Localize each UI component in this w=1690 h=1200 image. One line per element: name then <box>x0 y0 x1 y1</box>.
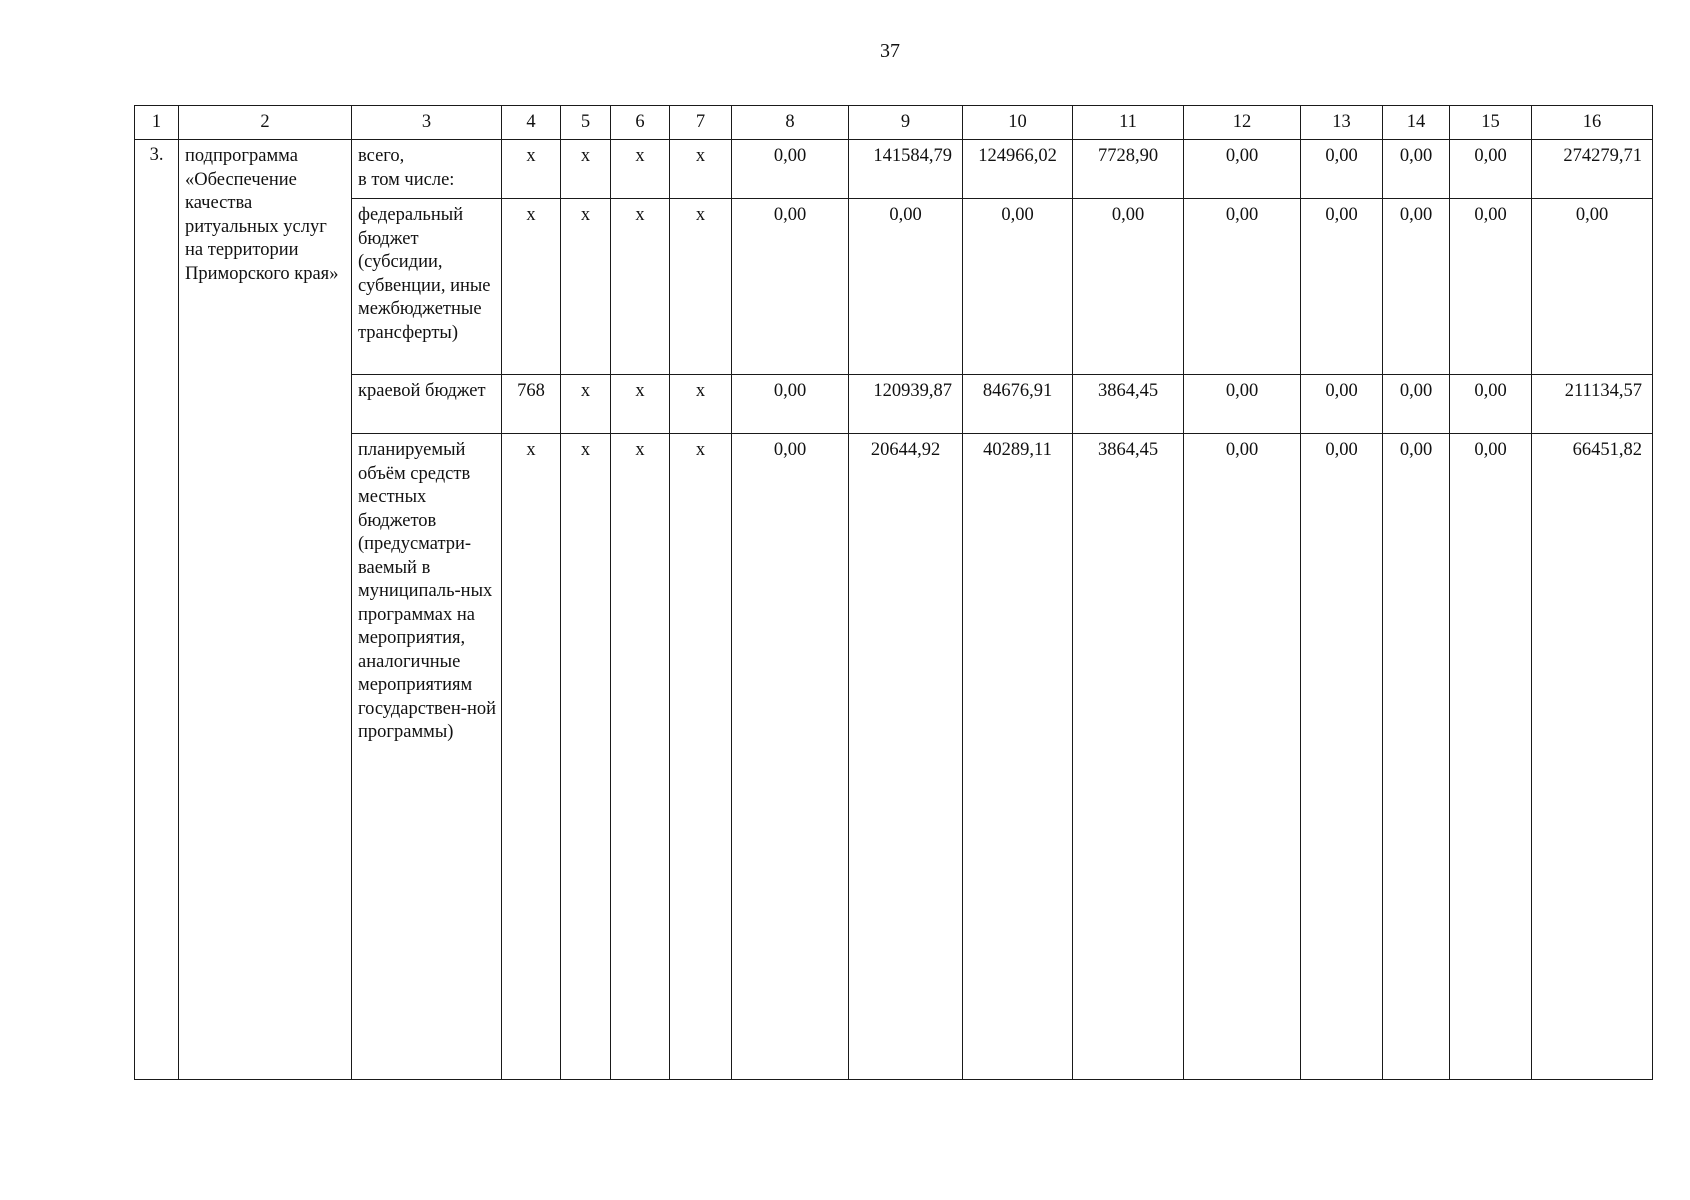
table-cell: х <box>611 199 670 375</box>
column-header: 12 <box>1184 106 1301 140</box>
column-header: 1 <box>135 106 179 140</box>
table-cell: х <box>502 199 561 375</box>
column-number-row <box>135 106 1653 140</box>
table-cell: 120939,87 <box>849 375 963 434</box>
column-header: 2 <box>179 106 352 140</box>
column-header: 5 <box>561 106 611 140</box>
table-cell: 0,00 <box>963 199 1073 375</box>
table-cell: х <box>502 434 561 1080</box>
column-header: 4 <box>502 106 561 140</box>
table-cell: 0,00 <box>732 375 849 434</box>
table-cell: 0,00 <box>1184 434 1301 1080</box>
table-cell: 0,00 <box>1450 199 1532 375</box>
page-number: 37 <box>880 40 900 62</box>
column-header: 13 <box>1301 106 1383 140</box>
table-row <box>135 140 1653 199</box>
table-cell: 0,00 <box>1383 434 1450 1080</box>
funding-source: планируемый объём средств местных бюджетов (предусматри-ваемый в муниципаль-ных программах на мероприятия, аналогичные мероприятиям государствен-ной программы) <box>352 434 502 1080</box>
table-cell: 20644,92 <box>849 434 963 1080</box>
table-cell: х <box>670 434 732 1080</box>
table-cell: 0,00 <box>732 434 849 1080</box>
table-cell: 0,00 <box>732 199 849 375</box>
row-number: 3. <box>135 140 179 1080</box>
table-cell: 0,00 <box>1450 375 1532 434</box>
table-row <box>135 434 1653 1080</box>
table-cell: 7728,90 <box>1073 140 1184 199</box>
table-cell: 0,00 <box>1301 434 1383 1080</box>
table-cell: х <box>670 375 732 434</box>
table-cell: х <box>502 140 561 199</box>
table-row <box>135 199 1653 375</box>
column-header: 8 <box>732 106 849 140</box>
table-cell: 0,00 <box>1383 199 1450 375</box>
column-header: 15 <box>1450 106 1532 140</box>
table-cell: 0,00 <box>1184 375 1301 434</box>
table-cell: 0,00 <box>1532 199 1653 375</box>
table-cell: 0,00 <box>1450 140 1532 199</box>
column-header: 11 <box>1073 106 1184 140</box>
table-cell: 84676,91 <box>963 375 1073 434</box>
table-cell: х <box>561 199 611 375</box>
table-cell: 0,00 <box>1383 375 1450 434</box>
funding-source: краевой бюджет <box>352 375 502 434</box>
table-cell: 40289,11 <box>963 434 1073 1080</box>
table-cell: 0,00 <box>732 140 849 199</box>
table-cell: х <box>670 199 732 375</box>
funding-source: федеральный бюджет (субсидии, субвенции, иные межбюджетные трансферты) <box>352 199 502 375</box>
funding-source: всего, в том числе: <box>352 140 502 199</box>
table-cell: х <box>611 140 670 199</box>
column-header: 3 <box>352 106 502 140</box>
column-header: 6 <box>611 106 670 140</box>
table-cell: 0,00 <box>1301 375 1383 434</box>
table-cell: х <box>611 375 670 434</box>
table-cell: 3864,45 <box>1073 434 1184 1080</box>
table-cell: 0,00 <box>1301 199 1383 375</box>
table-cell: 0,00 <box>1450 434 1532 1080</box>
table-cell: 0,00 <box>1184 140 1301 199</box>
table-cell: 0,00 <box>1184 199 1301 375</box>
budget-table <box>134 105 1653 1080</box>
table-cell: х <box>611 434 670 1080</box>
table-cell: х <box>561 434 611 1080</box>
program-name: подпрограмма «Обеспечение качества ритуальных услуг на территории Приморского края» <box>179 140 352 1080</box>
table-cell: 274279,71 <box>1532 140 1653 199</box>
table-cell: 0,00 <box>1301 140 1383 199</box>
column-header: 14 <box>1383 106 1450 140</box>
column-header: 16 <box>1532 106 1653 140</box>
table-cell: 768 <box>502 375 561 434</box>
table-cell: х <box>670 140 732 199</box>
table-cell: х <box>561 140 611 199</box>
column-header: 10 <box>963 106 1073 140</box>
table-cell: 141584,79 <box>849 140 963 199</box>
table-cell: 3864,45 <box>1073 375 1184 434</box>
table-cell: х <box>561 375 611 434</box>
table-cell: 0,00 <box>849 199 963 375</box>
table-cell: 66451,82 <box>1532 434 1653 1080</box>
table-row <box>135 375 1653 434</box>
column-header: 7 <box>670 106 732 140</box>
table-cell: 124966,02 <box>963 140 1073 199</box>
table-cell: 211134,57 <box>1532 375 1653 434</box>
column-header: 9 <box>849 106 963 140</box>
table-cell: 0,00 <box>1073 199 1184 375</box>
table-cell: 0,00 <box>1383 140 1450 199</box>
